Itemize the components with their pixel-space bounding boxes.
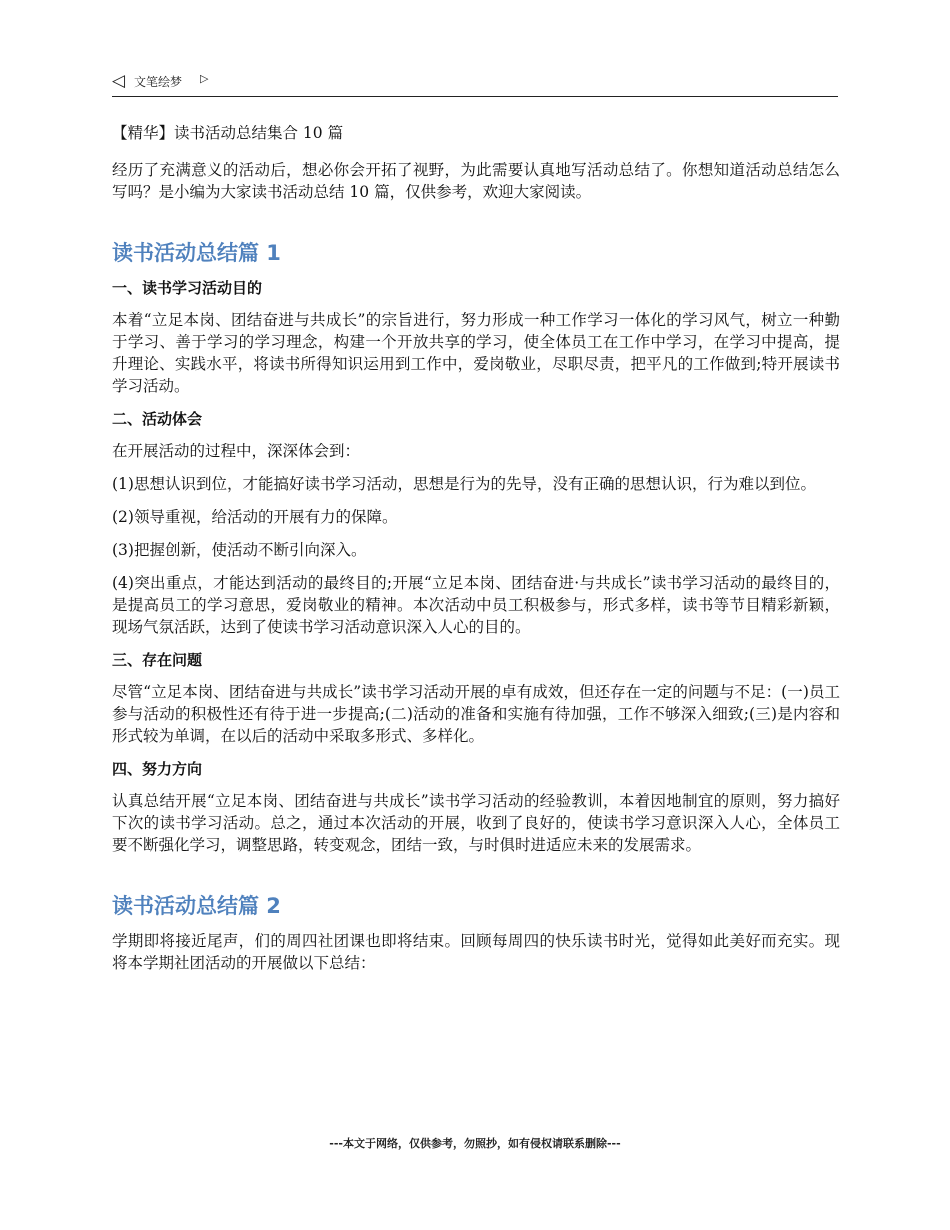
subheading-experience: 二、活动体会 — [112, 410, 203, 428]
paragraph: (2)领导重视，给活动的开展有力的保障。 — [112, 508, 398, 526]
paragraph: (3)把握创新，使活动不断引向深入。 — [112, 541, 367, 559]
section-heading-1: 读书活动总结篇 1 — [112, 241, 281, 265]
paragraph: 认真总结开展“立足本岗、团结奋进与共成长”读书学习活动的经验教训，本着因地制宜的原则，努力搞好下次的读书学习活动。总之，通过本次活动的开展，收到了良好的，使读书学习意识深入人心，全体员工要不断强化学习，调整思路，转变观念，团结一致，与时俱时进适应未来的发展需求。 — [112, 792, 840, 854]
paragraph: (1)思想认识到位，才能搞好读书学习活动，思想是行为的先导，没有正确的思想认识，行为难以到位。 — [112, 475, 816, 493]
document-title: 【精华】读书活动总结集合 10 篇 — [112, 124, 344, 142]
right-triangle-icon: ▷ — [200, 72, 209, 85]
paragraph: (4)突出重点，才能达到活动的最终目的;开展“立足本岗、团结奋进·与共成长”读书学习活动的最终目的，是提高员工的学习意思，爱岗敬业的精神。本次活动中员工积极参与，形式多样，读书等节目精彩新颖，现场气氛活跃，达到了使读书学习活动意识深入人心的目的。 — [112, 574, 840, 636]
subheading-problems: 三、存在问题 — [112, 651, 203, 669]
subheading-direction: 四、努力方向 — [112, 760, 203, 778]
page-footer: ---本文于网络，仅供参考，勿照抄，如有侵权请联系删除--- — [329, 1137, 621, 1150]
subheading-purpose: 一、读书学习活动目的 — [112, 279, 263, 297]
page-header — [112, 70, 838, 97]
document-body — [112, 122, 840, 985]
section-heading-2: 读书活动总结篇 2 — [112, 894, 281, 918]
brand-name: 文笔绘梦 — [134, 75, 183, 89]
left-triangle-icon: ◁ — [112, 71, 126, 91]
paragraph: 尽管“立足本岗、团结奋进与共成长”读书学习活动开展的卓有成效，但还存在一定的问题与不足：(一)员工参与活动的积极性还有待于进一步提高;(二)活动的准备和实施有待加强，工作不够深入细致;(三)是内容和形式较为单调，在以后的活动中采取多形式、多样化。 — [112, 683, 840, 745]
paragraph: 本着“立足本岗、团结奋进与共成长”的宗旨进行，努力形成一种工作学习一体化的学习风气，树立一种勤于学习、善于学习的学习理念，构建一个开放共享的学习，使全体员工在工作中学习，在学习中提高，提升理论、实践水平，将读书所得知识运用到工作中，爱岗敬业，尽职尽责，把平凡的工作做到;特开展读书学习活动。 — [112, 311, 840, 395]
intro-paragraph: 经历了充满意义的活动后，想必你会开拓了视野，为此需要认真地写活动总结了。你想知道活动总结怎么写吗？是小编为大家读书活动总结 10 篇，仅供参考，欢迎大家阅读。 — [112, 161, 840, 201]
paragraph: 在开展活动的过程中，深深体会到： — [112, 442, 361, 460]
paragraph: 学期即将接近尾声，们的周四社团课也即将结束。回顾每周四的快乐读书时光，觉得如此美好而充实。现将本学期社团活动的开展做以下总结： — [112, 932, 840, 972]
